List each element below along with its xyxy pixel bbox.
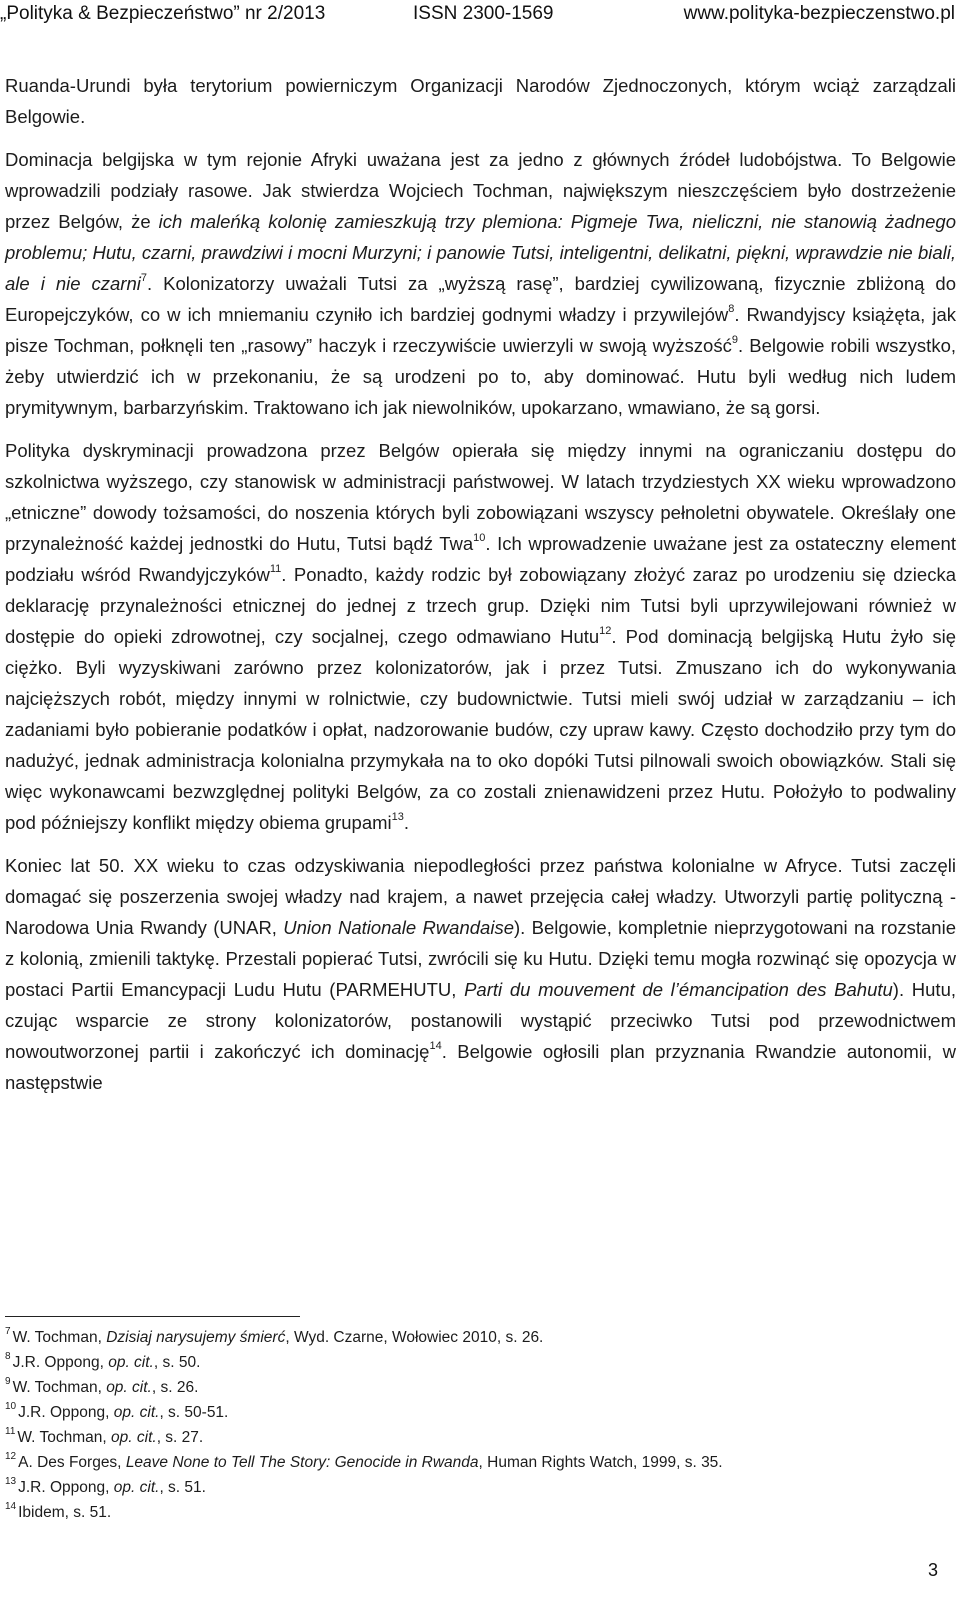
text-run: ). Belgowie, kompletnie nieprzygotowani na rozstanie z kolonią, zmienili taktykę. Przestali popierać Tutsi, zwrócili się ku Hutu. Dzięki temu mogła rozwinąć się opozycja w postaci Partii Emancypacji Ludu Hutu (PARMEHUTU, [5, 917, 956, 1000]
text-run: . Kolonizatorzy uważali Tutsi za „wyższą rasę”, bardziej cywilizowaną, fizycznie zbliżoną do Europejczyków, co w ich mniemaniu czyniło ich bardziej godnymi władzy i przywilejów [5, 273, 956, 325]
text-run: . Pod dominacją belgijską Hutu żyło się ciężko. Byli wyzyskiwani zarówno przez kolonizatorów, jak i przez Tutsi. Zmuszano ich do wykonywania najcięższych robót, między innymi w rolnictwie, czy budownictwie. Tutsi mieli swój udział w zarządzaniu – ich zadaniami było pobieranie podatków i opłat, nadzorowanie budów, czy upraw kawy. Często dochodziło przy tym do nadużyć, jednak administracja kolonialna przymykała na to oko dopóki Tutsi pilnowali swoich obowiązków. Stali się więc wykonawcami bezwzględnej polityki Belgów, za co zostali znienawidzeni przez Hutu. Położyło to podwaliny pod późniejszy konflikt między obiema grupami [5, 626, 956, 833]
footnote-details: , s. 27. [156, 1429, 204, 1446]
paragraph-4 [5, 850, 956, 1098]
footnote-title: op. cit. [113, 1404, 160, 1421]
footnote-ref-11[interactable]: 11 [269, 563, 282, 575]
text-run: . Ich wprowadzenie uważane jest za ostateczny element podziału wśród Rwandyjczyków [5, 533, 956, 585]
footnote-author: J.R. Oppong, [18, 1404, 114, 1421]
footnote-13 [5, 1475, 956, 1500]
footnote-details: , s. 50. [153, 1354, 201, 1371]
footnote-number: 12 [5, 1451, 17, 1462]
footnote-number: 7 [5, 1326, 11, 1337]
footnote-ref-12[interactable]: 12 [599, 625, 612, 637]
text-run: . Belgowie robili wszystko, żeby utwierdzić ich w przekonaniu, że są urodzeni po to, aby dominować. Hutu byli według nich ludem prymitywnym, barbarzyńskim. Traktowano ich jak niewolników, upokarzano, wmawiano, że są gorsi. [5, 335, 956, 418]
footnote-ref-10[interactable]: 10 [473, 532, 486, 544]
footnote-number: 8 [5, 1351, 11, 1362]
footnote-details: , s. 50-51. [159, 1404, 229, 1421]
footnotes-list [5, 1325, 956, 1525]
footnote-details: , Wyd. Czarne, Wołowiec 2010, s. 26. [285, 1329, 544, 1346]
footnote-ref-14[interactable]: 14 [429, 1040, 442, 1052]
footnote-ref-8[interactable]: 8 [728, 303, 735, 315]
footnote-author: J.R. Oppong, [12, 1354, 109, 1371]
footnote-number: 11 [5, 1426, 16, 1437]
footnote-9 [5, 1375, 956, 1400]
issn: ISSN 2300-1569 [413, 3, 554, 24]
footnote-title: op. cit. [113, 1479, 160, 1496]
footnote-title: op. cit. [108, 1354, 154, 1371]
footnote-12 [5, 1450, 956, 1475]
footnote-author: J.R. Oppong, [18, 1479, 114, 1496]
text-run: ). Hutu, czując wsparcie ze strony kolonizatorów, postanowili wystąpić przeciwko Tutsi pod przewodnictwem nowoutworzonej partii i zakończyć ich dominację [5, 979, 957, 1062]
footnote-7 [5, 1325, 956, 1350]
text-run: . Rwandyjscy książęta, jak pisze Tochman, połknęli ten „rasowy” haczyk i rzeczywiście uwierzyli w swoją wyższość [5, 304, 956, 356]
website-link[interactable]: www.polityka-bezpieczenstwo.pl [683, 3, 955, 24]
footnote-number: 9 [5, 1376, 11, 1387]
footnote-ref-9[interactable]: 9 [731, 334, 738, 346]
footnote-details: , s. 51. [159, 1479, 206, 1496]
footnote-title: Dzisiaj narysujemy śmierć [106, 1329, 286, 1346]
italic-name: Union Nationale Rwandaise [283, 917, 514, 938]
footnote-author: W. Tochman, [12, 1379, 107, 1396]
footnote-details: , Human Rights Watch, 1999, s. 35. [478, 1454, 723, 1471]
footnote-11 [5, 1425, 956, 1450]
journal-title: „Polityka & Bezpieczeństwo” nr 2/2013 [0, 3, 326, 24]
text-run: Koniec lat 50. XX wieku to czas odzyskiwania niepodległości przez państwa kolonialne w Afryce. Tutsi zaczęli domagać się poszerzenia swojej władzy nad krajem, a nawet przejęcia całej władzy. Utworzyli partię polityczną - Narodowa Unia Rwandy (UNAR, [5, 855, 956, 938]
text-run: Polityka dyskryminacji prowadzona przez Belgów opierała się między innymi na ograniczaniu dostępu do szkolnictwa wyższego, czy stanowisk w administracji państwowej. W latach trzydziestych XX wieku wprowadzono „etniczne” dowody tożsamości, do noszenia których byli zobowiązani wszyscy pełnoletni obywatele. Określały one przynależność każdej jednostki do Hutu, Tutsi bądź Twa [5, 440, 956, 554]
text-run: . Ponadto, każdy rodzic był zobowiązany złożyć zaraz po urodzeniu się dziecka deklarację przynależności etnicznej do jednej z trzech grup. Dzięki nim Tutsi byli uprzywilejowani również w dostępie do opieki zdrowotnej, czy socjalnej, czego odmawiano Hutu [5, 564, 956, 647]
paragraph-3 [5, 435, 956, 838]
article-body [5, 70, 956, 1110]
footnote-title: op. cit. [111, 1429, 157, 1446]
footnote-author: W. Tochman, [12, 1329, 107, 1346]
footnote-title: op. cit. [106, 1379, 152, 1396]
footnote-details: , s. 26. [151, 1379, 199, 1396]
text-run: Dominacja belgijska w tym rejonie Afryki uważana jest za jedno z głównych źródeł ludobójstwa. To Belgowie wprowadzili podziały rasowe. Jak stwierdza Wojciech Tochman, największym nieszczęściem było dostrzeżenie przez Belgów, że [5, 149, 956, 232]
footnote-author: Ibidem, s. 51. [18, 1504, 112, 1521]
footnote-ref-13[interactable]: 13 [391, 811, 404, 823]
footnote-number: 10 [5, 1401, 17, 1412]
footnote-divider [5, 1316, 300, 1317]
footnote-title: Leave None to Tell The Story: Genocide in Rwanda [125, 1454, 479, 1471]
paragraph-2 [5, 144, 956, 423]
footnote-number: 14 [5, 1501, 17, 1512]
page-number: 3 [927, 1560, 938, 1580]
footnote-ref-7[interactable]: 7 [140, 272, 147, 284]
text-run: . Belgowie ogłosili plan przyznania Rwandzie autonomii, w następstwie [5, 1041, 956, 1093]
footnote-author: W. Tochman, [17, 1429, 112, 1446]
text-run: . [403, 812, 410, 833]
paragraph-1: Ruanda-Urundi była terytorium powierniczym Organizacji Narodów Zjednoczonych, którym wciąż zarządzali Belgowie. [5, 75, 956, 127]
footnote-8 [5, 1350, 956, 1375]
italic-quote: ich maleńką kolonię zamieszkują trzy plemiona: Pigmeje Twa, nieliczni, nie stanowią żadnego problemu; Hutu, czarni, prawdziwi i mocni Murzyni; i panowie Tutsi, inteligentni, delikatni, piękni, wprawdzie nie biali, ale i nie czarni [5, 211, 956, 294]
footnote-14 [5, 1500, 956, 1525]
footnote-author: A. Des Forges, [18, 1454, 126, 1471]
footnote-10 [5, 1400, 956, 1425]
footnote-number: 13 [5, 1476, 17, 1487]
italic-name: Parti du mouvement de l’émancipation des Bahutu [464, 979, 893, 1000]
page-header [0, 0, 960, 40]
